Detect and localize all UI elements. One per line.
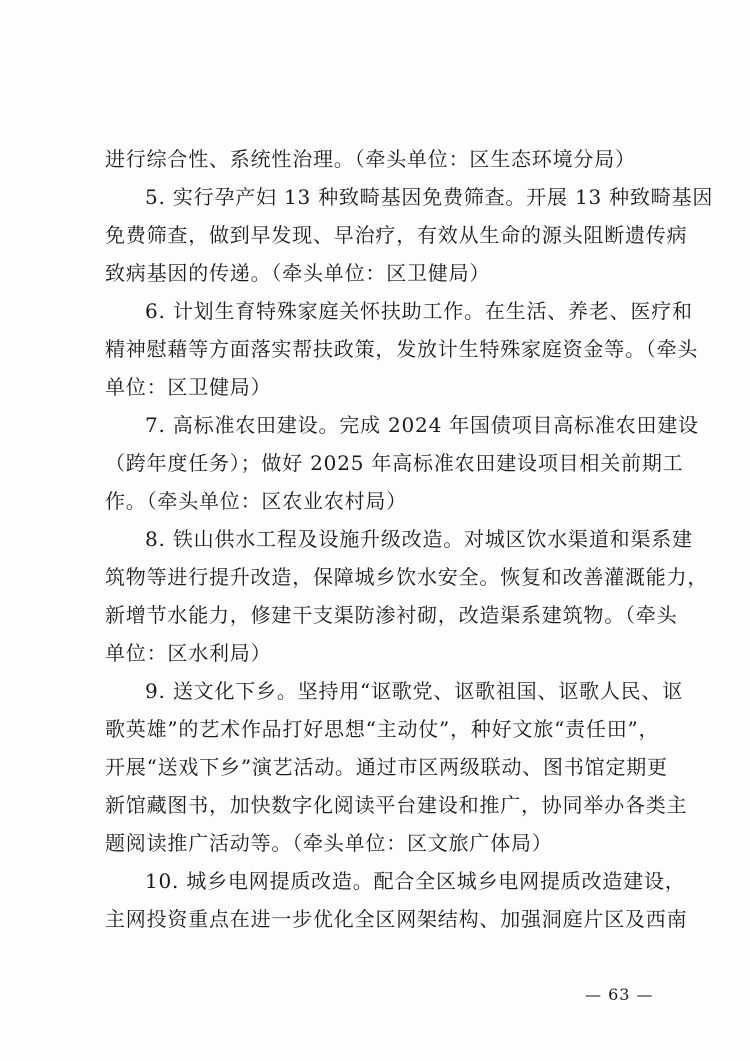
- text-line: 筑物等进行提升改造，保障城乡饮水安全。恢复和改善灌溉能力，: [105, 565, 709, 589]
- text-line: 单位：区卫健局）: [105, 375, 272, 399]
- document-body: [105, 140, 714, 938]
- text-line: 7. 高标准农田建设。完成 2024 年国债项目高标准农田建设: [145, 413, 699, 437]
- text-line: 开展“送戏下乡”演艺活动。通过市区两级联动、图书馆定期更: [105, 755, 668, 779]
- text-line: 致病基因的传递。（牵头单位：区卫健局）: [105, 261, 491, 285]
- text-line: （跨年度任务）；做好 2025 年高标准农田建设项目相关前期工: [105, 451, 684, 475]
- text-line: 5. 实行孕产妇 13 种致畸基因免费筛查。开展 13 种致畸基因: [145, 185, 714, 209]
- text-line: 主网投资重点在进一步优化全区网架结构、加强洞庭片区及西南: [105, 907, 688, 931]
- page-number: — 63 —: [585, 985, 654, 1004]
- text-line: 进行综合性、系统性治理。（牵头单位：区生态环境分局）: [105, 147, 636, 171]
- text-line: 免费筛查，做到早发现、早治疗，有效从生命的源头阻断遗传病: [105, 223, 688, 247]
- text-line: 作。（牵头单位：区农业农村局）: [105, 489, 407, 513]
- text-line: 题阅读推广活动等。（牵头单位：区文旅广体局）: [105, 831, 553, 855]
- text-line: 9. 送文化下乡。坚持用“讴歌党、讴歌祖国、讴歌人民、讴: [145, 679, 684, 703]
- text-line: 6. 计划生育特殊家庭关怀扶助工作。在生活、养老、医疗和: [145, 299, 693, 323]
- text-line: 歌英雄”的艺术作品打好思想“主动仗”，种好文旅“责任田”，: [105, 717, 660, 741]
- text-line: 10. 城乡电网提质改造。配合全区城乡电网提质改造建设，: [145, 869, 686, 893]
- text-line: 新增节水能力，修建干支渠防渗衬砌，改造渠系建筑物。（牵头: [105, 603, 678, 627]
- text-line: 精神慰藉等方面落实帮扶政策，发放计生特殊家庭资金等。（牵头: [105, 337, 699, 361]
- text-line: 8. 铁山供水工程及设施升级改造。对城区饮水渠道和渠系建: [145, 527, 693, 551]
- text-line: 单位：区水利局）: [105, 641, 272, 665]
- text-line: 新馆藏图书，加快数字化阅读平台建设和推广，协同举办各类主: [105, 793, 688, 817]
